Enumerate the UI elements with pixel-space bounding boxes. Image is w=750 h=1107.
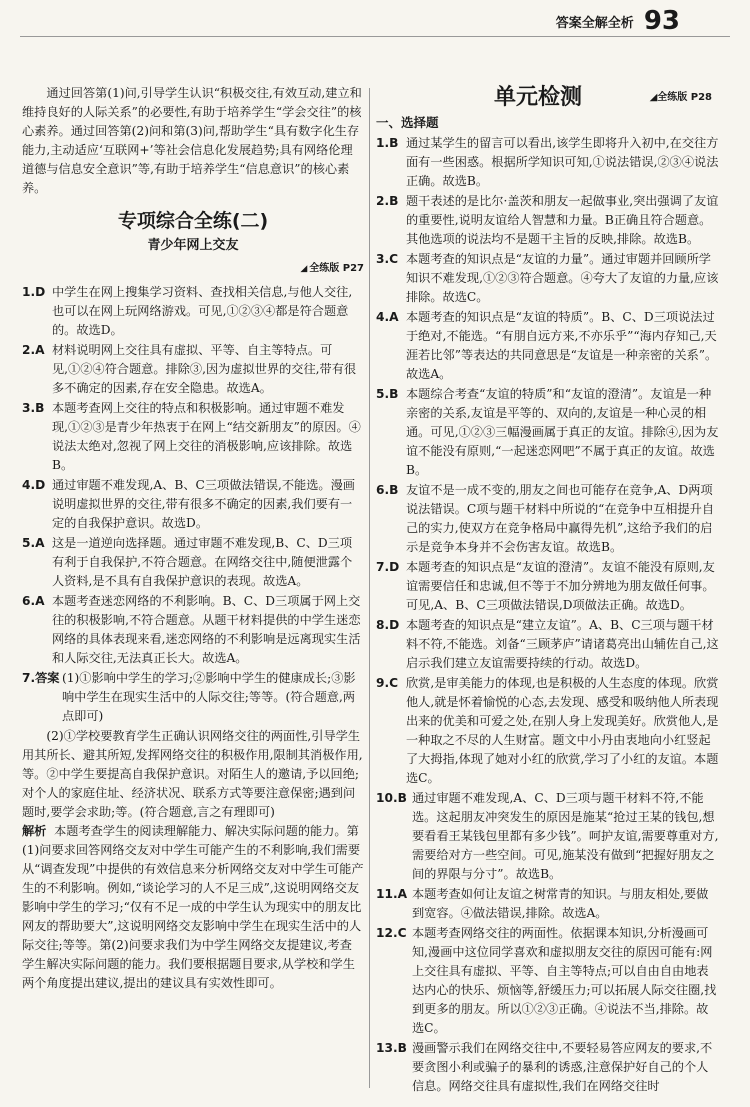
answer-text: 本题考查的知识点是“友谊的澄清”。友谊不能没有原则,友谊需要信任和忠诚,但不等于不加分辨地为朋友做任何事。可见,A、B、C三项做法错误,D项做法正确。故选D。 — [406, 560, 715, 612]
answer-item — [22, 283, 364, 340]
answer-text: 友谊不是一成不变的,朋友之间也可能存在竞争,A、D两项说法错误。C项与题干材料中所说的“在竞争中互相提升自己的实力,使双方在竞争格局中赢得先机”,这给予我们的启示是竞争本身并不会伤害友谊。故选B。 — [406, 483, 715, 554]
question-number: 1.D — [22, 285, 46, 299]
question-number: 8.D — [376, 618, 400, 632]
question-number: 11.A — [376, 887, 408, 901]
section-title: 专项综合全练(二) — [117, 210, 269, 232]
question-number: 3.B — [22, 401, 45, 415]
answer-text: 本题考查的知识点是“友谊的力量”。通过审题并回顾所学知识不难发现,①②③符合题意。④夸大了友谊的力量,应该排除。故选C。 — [406, 252, 719, 304]
analysis-paragraph — [22, 822, 364, 993]
answer-text: 中学生在网上搜集学习资料、查找相关信息,与他人交往,也可以在网上玩网络游戏。可见,①②③④都是符合题意的。故选D。 — [52, 285, 353, 337]
answer-text: 本题考查网络交往的两面性。依据课本知识,分析漫画可知,漫画中这位同学喜欢和虚拟朋友交往的原因可能有:网上交往具有虚拟、平等、自主等特点;可以自由自由地表达内心的快乐、烦恼等,舒缓压力;可以拓展人际交往圈,找到更多的朋友。所以①②③正确。④说法不当,排除。故选C。 — [412, 926, 717, 1035]
question-number: 6.A — [22, 594, 45, 608]
answer-text: 本题综合考查“友谊的特质”和“友谊的澄清”。友谊是一种亲密的关系,友谊是平等的、双向的,友谊是一种心灵的相通。可见,①②③三幅漫画属于真正的友谊。排除④,因为友谊不能没有原则,“一起迷恋网吧”不属于真正的友谊。故选B。 — [406, 387, 719, 477]
question-number: 5.B — [376, 387, 399, 401]
answer-text: 本题考查如何让友谊之树常青的知识。与朋友相处,要做到宽容。④做法错误,排除。故选A。 — [412, 887, 709, 920]
answer-item — [376, 789, 720, 884]
question-number: 10.B — [376, 791, 407, 805]
answer-item — [376, 308, 720, 384]
answer-item — [22, 534, 364, 591]
section-subtitle: 青少年网上交友 — [147, 238, 239, 253]
question-number: 4.A — [376, 310, 399, 324]
answer-text: 欣赏,是审美能力的体现,也是积极的人生态度的体现。欣赏他人,就是怀着愉悦的心态,去发现、感受和吸纳他人所表现出来的优美和可爱之处,在别人身上发现美好。欣赏他人,是一种取之不尽的人生财富。题文中小丹由衷地向小红竖起了大拇指,体现了她对小红的欣赏,学习了小红的友谊。本题选C。 — [406, 676, 719, 785]
page-ref-text: 全练版 P28 — [657, 92, 712, 103]
answer-item — [376, 481, 720, 557]
part-title: 一、选择题 — [376, 115, 439, 130]
triangle-icon: ◢ — [649, 92, 658, 103]
answer-text: 通过某学生的留言可以看出,该学生即将升入初中,在交往方面有一些困惑。根据所学知识可知,①说法错误,②③④说法正确。故选B。 — [406, 136, 719, 188]
left-column — [22, 84, 364, 993]
right-column — [376, 85, 720, 1097]
question-number: 2.B — [376, 194, 399, 208]
answer-text: 材料说明网上交往具有虚拟、平等、自主等特点。可见,①②④符合题意。排除③,因为虚拟世界的交往,带有很多不确定的因素,存在安全隐患。故选A。 — [52, 343, 357, 395]
answer-item — [376, 192, 720, 249]
question-number: 7.答案 — [22, 671, 60, 685]
analysis-label: 解析 — [22, 824, 47, 838]
question-number: 6.B — [376, 483, 399, 497]
answer-item — [376, 385, 720, 480]
intro-paragraph: 通过回答第(1)问,引导学生认识“积极交往,有效互动,建立和维持良好的人际关系”的必要性,有助于培养学生“学会交往”的核心素养。通过回答第(2)问和第(3)问,帮助学生“具有数字化生存能力,主动适应‘互联网+’等社会信息化发展趋势;具有网络伦理道德与信息安全意识”等,有助于培养学生“信息意识”的核心素养。 — [22, 86, 362, 195]
question-number: 12.C — [376, 926, 407, 940]
answer-text: 通过审题不难发现,A、C、D三项与题干材料不符,不能选。这起朋友冲突发生的原因是施某“抢过王某的钱包,想要看看王某钱包里都有多少钱”。呵护友谊,需要尊重对方,需要给对方一些空间。可见,施某没有做到“把握好朋友之间的界限与分寸”。故选B。 — [412, 791, 719, 881]
question-number: 7.D — [376, 560, 400, 574]
answer-item — [22, 592, 364, 668]
answer-text: 本题考查的知识点是“建立友谊”。A、B、C三项与题干材料不符,不能选。刘备“三顾茅庐”请诸葛亮出山辅佐自己,这启示我们建立友谊需要持续的行动。故选D。 — [406, 618, 719, 670]
unit-title: 单元检测 — [494, 85, 583, 110]
answer-item — [22, 476, 364, 533]
answer-text: 漫画警示我们在网络交往中,不要轻易答应网友的要求,不要贪图小利或骗子的暴利的诱惑,注意保护好自己的个人信息。网络交往具有虚拟性,我们在网络交往时 — [412, 1041, 713, 1093]
question-number: 1.B — [376, 136, 399, 150]
answer-text: 本题考查迷恋网络的不利影响。B、C、D三项属于网上交往的积极影响,不符合题意。从题干材料提供的中学生迷恋网络的具体表现来看,迷恋网络的不利影响是远离现实生活和人际交往,无法真正长大。故选A。 — [52, 594, 361, 665]
header-divider — [20, 36, 730, 37]
answer-text: 本题考查的知识点是“友谊的特质”。B、C、D三项说法过于绝对,不能选。“有朋自远方来,不亦乐乎”“海内存知己,天涯若比邻”等表达的共同意思是“友谊是一种亲密的关系”。故选A。 — [406, 310, 718, 381]
answer-item — [376, 616, 720, 673]
column-divider — [369, 88, 370, 1088]
answer-item — [376, 134, 720, 191]
answer-item — [376, 924, 720, 1038]
answer-item — [376, 885, 720, 923]
answer-text: 本题考查网上交往的特点和积极影响。通过审题不难发现,①②③是青少年热衷于在网上“结交新朋友”的原因。④说法太绝对,忽视了网上交往的消极影响,应该排除。故选B。 — [52, 401, 361, 472]
question-number: 4.D — [22, 478, 46, 492]
answer-item — [22, 341, 364, 398]
page-ref-tag — [650, 88, 712, 107]
answer-part-2: (2)①学校要教育学生正确认识网络交往的两面性,引导学生用其所长、避其所短,发挥网络交往的积极作用,限制其消极作用,等。②中学生要提高自我保护意识。对陌生人的邀请,予以回绝;对个人的家庭住址、经济状况、联系方式等要注意保密;遇到问题时,要学会求助;等。(符合题意,言之有理即可) — [22, 729, 363, 819]
answer-item — [376, 250, 720, 307]
page-number: 93 — [643, 6, 680, 36]
question-number: 9.C — [376, 676, 399, 690]
header-label: 答案全解全析 — [555, 15, 634, 31]
answer-text: 这是一道逆向选择题。通过审题不难发现,B、C、D三项有利于自我保护,不符合题意。在网络交往中,随便泄露个人资料,是不具有自我保护意识的表现。故选A。 — [52, 536, 353, 588]
answer-text: 题干表述的是比尔·盖茨和朋友一起做事业,突出强调了友谊的重要性,说明友谊给人智慧和力量。B正确且符合题意。其他选项的说法均不是题干主旨的反映,排除。故选B。 — [406, 194, 719, 246]
unit-header — [376, 85, 720, 110]
question-number: 2.A — [22, 343, 45, 357]
page-header — [556, 6, 680, 36]
answer-item — [376, 1039, 720, 1096]
answer-item — [22, 399, 364, 475]
question-number: 5.A — [22, 536, 45, 550]
answer-item — [376, 674, 720, 788]
answer-item — [22, 669, 364, 726]
answer-text: 通过审题不难发现,A、B、C三项做法错误,不能选。漫画说明虚拟世界的交往,带有很多不确定的因素,我们要有一定的自我保护意识。故选D。 — [52, 478, 355, 530]
question-number: 3.C — [376, 252, 399, 266]
page-ref-tag — [22, 259, 364, 279]
answer-item — [376, 558, 720, 615]
question-number: 13.B — [376, 1041, 407, 1055]
analysis-text: 本题考查学生的阅读理解能力、解决实际问题的能力。第(1)问要求回答网络交友对中学生可能产生的不利影响,我们需要从“调查发现”中提供的有效信息来分析网络交友对中学生可能产生的不利影响。例如,“谈论学习的人不足三成”,这说明网络交友影响中学生的学习;“仅有不足一成的中学生认为现实中的朋友比网友的帮助要大”,这说明网络交友影响中学生在现实生活中的人际交往;等等。第(2)问要求我们为中学生网络交友提建议,考查学生解决实际问题的能力。我们要根据题目要求,从学校和学生两个角度提出建议,提出的建议具有实效性即可。 — [22, 824, 364, 990]
answer-text: (1)①影响中学生的学习;②影响中学生的健康成长;③影响中学生在现实生活中的人际交往;等等。(符合题意,两点即可) — [62, 671, 356, 723]
triangle-icon: ◢ — [300, 264, 308, 274]
page-ref-text: 全练版 P27 — [309, 263, 364, 274]
